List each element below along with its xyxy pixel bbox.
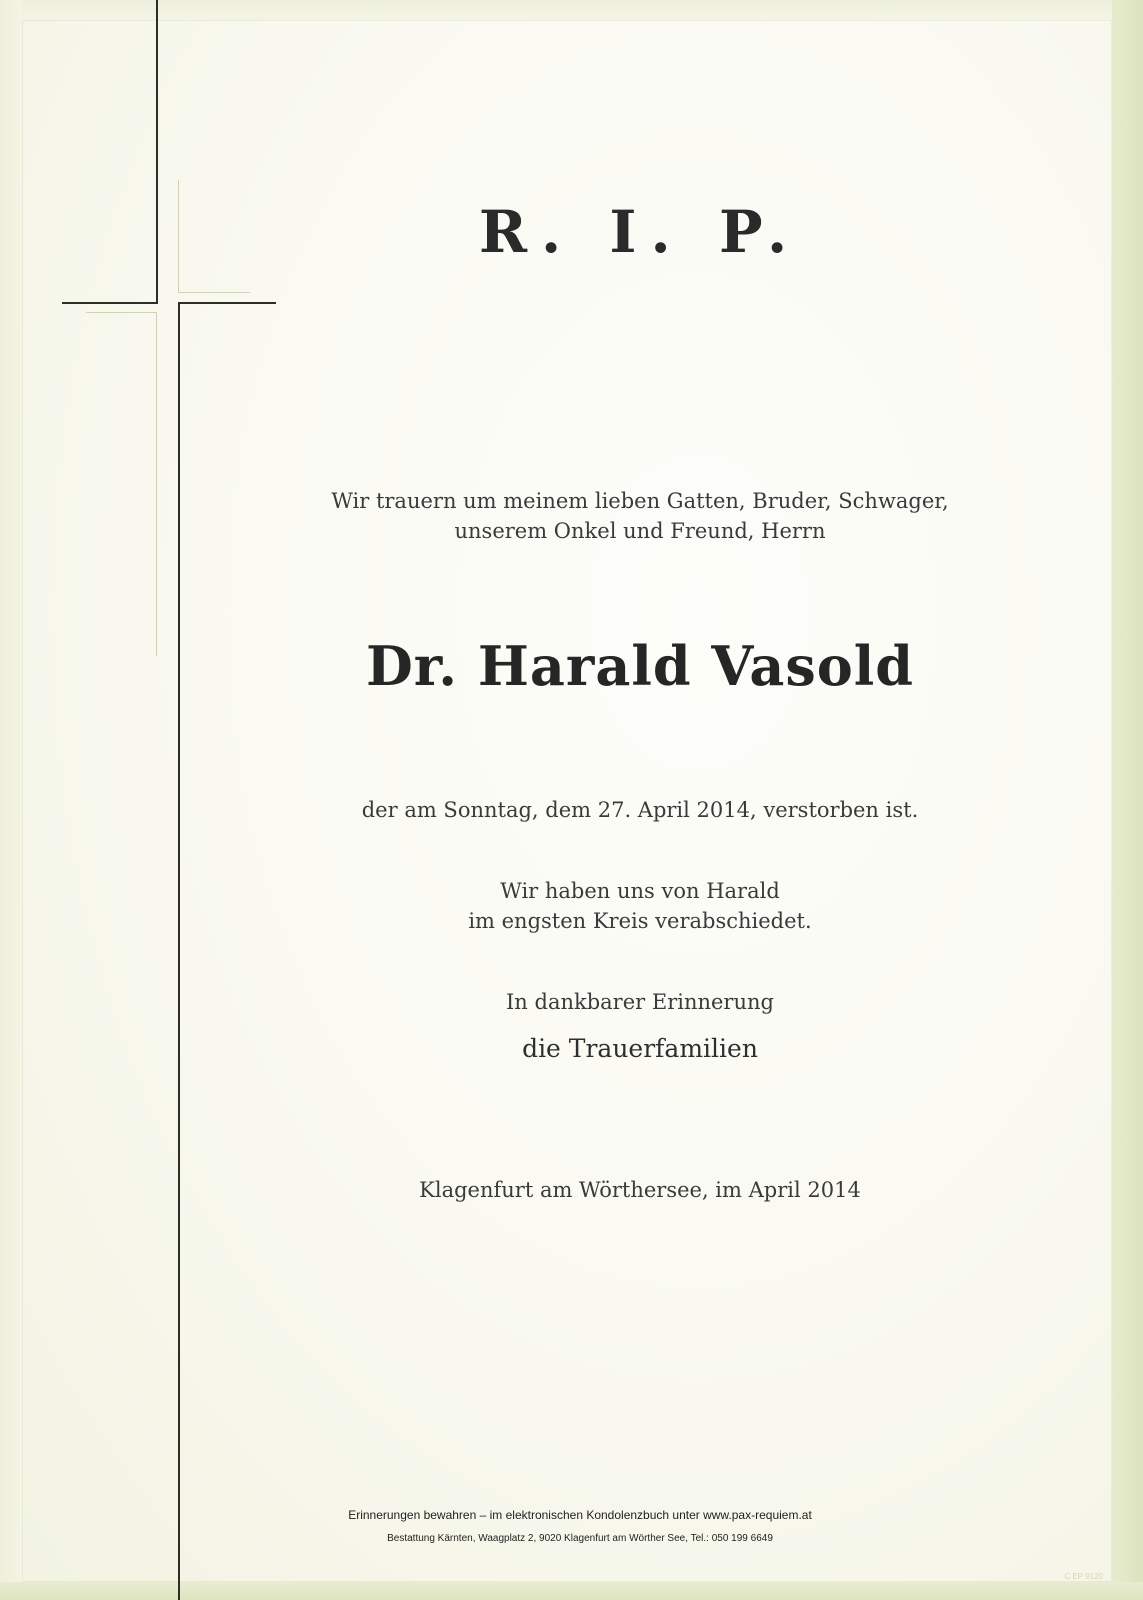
place-date-line: Klagenfurt am Wörthersee, im April 2014 [419, 1178, 861, 1202]
footer-address: Bestattung Kärnten, Waagplatz 2, 9020 Klagenfurt am Wörther See, Tel.: 050 199 6649 [387, 1533, 773, 1544]
frame-bottom [0, 1582, 1143, 1600]
cross-dark-horizontal-left [62, 302, 158, 304]
cross-dark-horizontal-right [178, 302, 276, 304]
intro-line: Wir trauern um meinem lieben Gatten, Bruder, Schwager, [331, 489, 949, 513]
frame-right [1112, 0, 1143, 1600]
cross-dark-vertical-lower [178, 304, 180, 1600]
deceased-name: Dr. Harald Vasold [365, 634, 915, 698]
farewell-text [330, 876, 950, 936]
cross-light-vertical-upper [178, 180, 179, 292]
families-signature: die Trauerfamilien [522, 1034, 758, 1063]
cross-light-horizontal-right [178, 292, 250, 293]
farewell-line: Wir haben uns von Harald [500, 879, 780, 903]
death-date-line: der am Sonntag, dem 27. April 2014, verstorben ist. [361, 798, 919, 822]
intro-line: unserem Onkel und Freund, Herrn [454, 519, 826, 543]
intro-text [330, 486, 950, 546]
frame-top [0, 0, 1143, 20]
frame-left [0, 0, 22, 1600]
print-code: C EP 9120 [1064, 1572, 1103, 1581]
footer-condolence-link: Erinnerungen bewahren – im elektronischen Kondolenzbuch unter www.pax-requiem.at [348, 1508, 812, 1522]
thanks-line: In dankbarer Erinnerung [506, 990, 774, 1014]
rip-heading: R. I. P. [478, 198, 802, 266]
cross-light-horizontal-left [86, 312, 156, 313]
cross-dark-vertical-upper [156, 0, 158, 304]
cross-light-vertical-lower [156, 312, 157, 656]
farewell-line: im engsten Kreis verabschiedet. [468, 909, 812, 933]
